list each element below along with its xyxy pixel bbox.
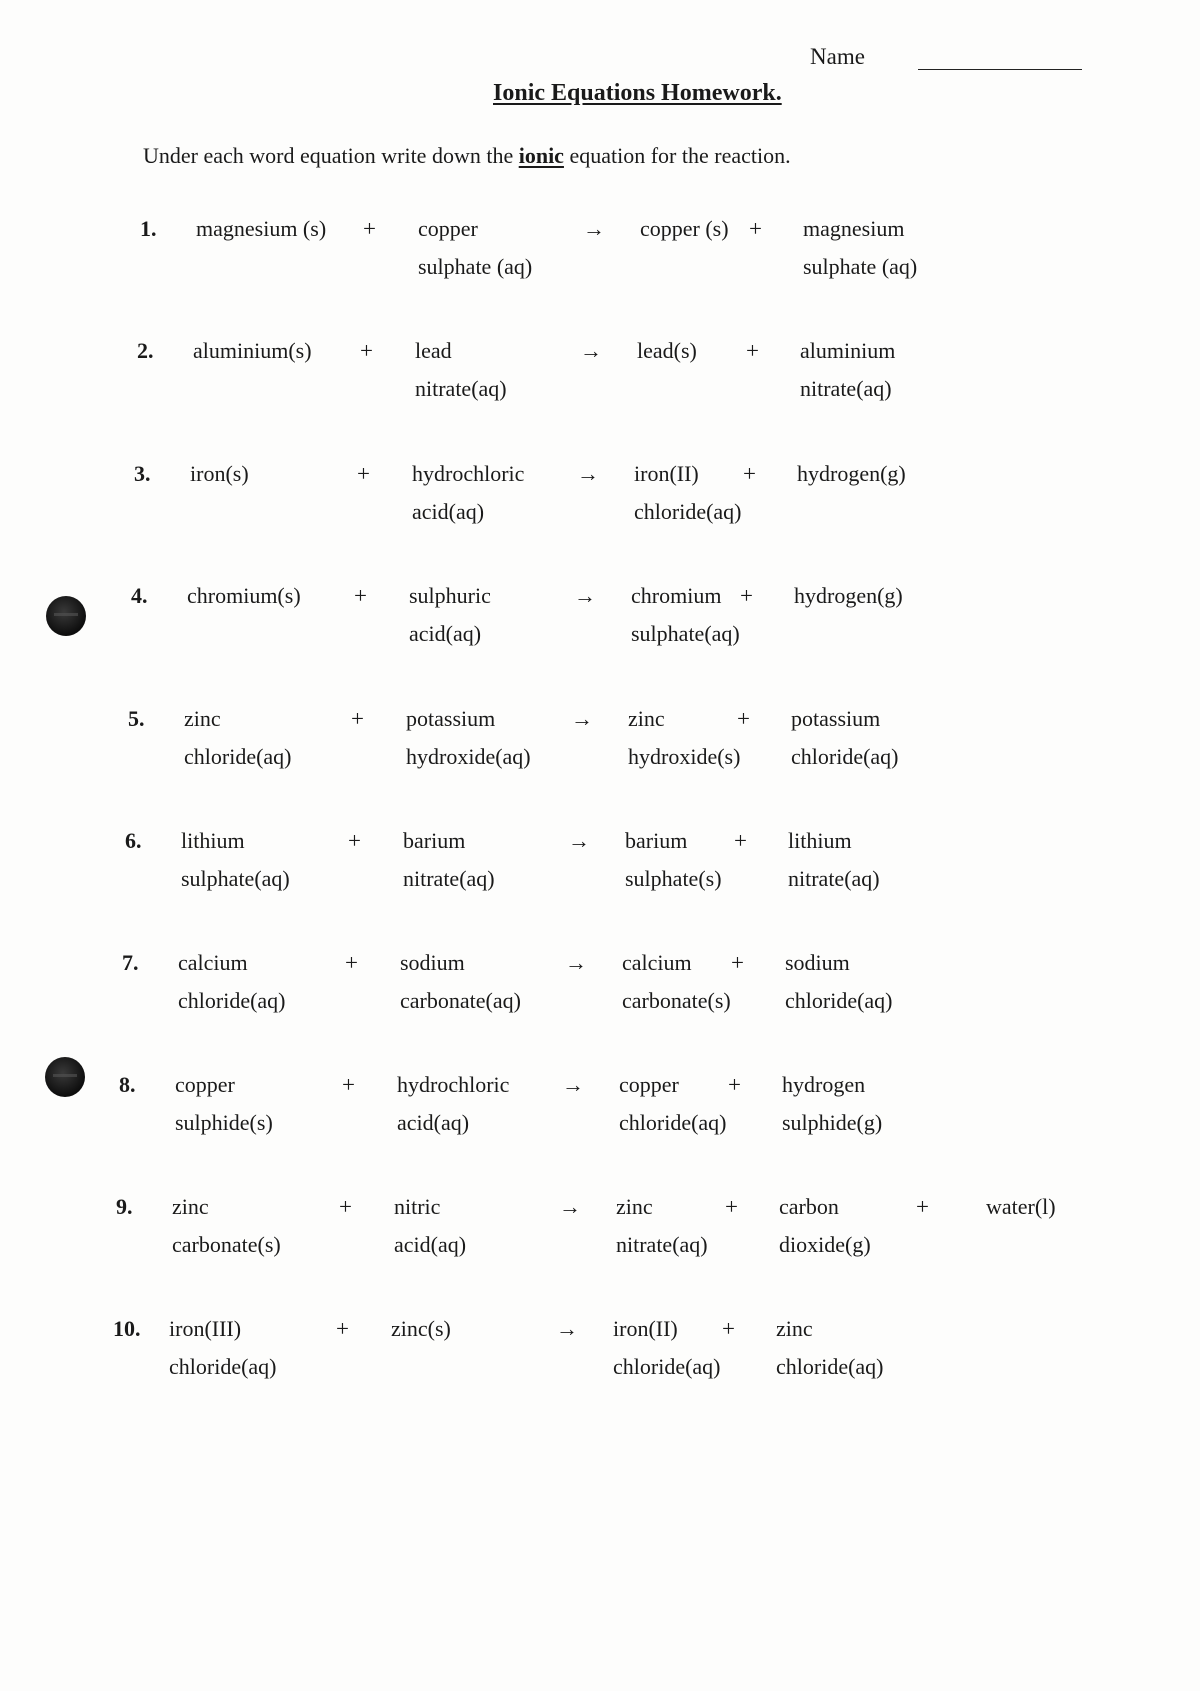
- reactant-one-line: carbonate(s): [172, 1232, 281, 1257]
- equation-row: [0, 577, 1200, 667]
- reactant-one-line: chromium(s): [187, 583, 301, 608]
- product-one: [616, 1188, 708, 1264]
- reaction-arrow: →: [580, 338, 602, 363]
- product-three-line: water(l): [986, 1194, 1056, 1219]
- equation-number: 2.: [137, 338, 154, 363]
- product-one-line: calcium: [622, 950, 692, 975]
- product-one-line: sulphate(aq): [631, 621, 740, 646]
- product-three: [986, 1188, 1056, 1226]
- reaction-arrow: →: [556, 1316, 578, 1341]
- product-two-line: hydrogen(g): [794, 583, 903, 608]
- product-one: [631, 577, 740, 653]
- reactant-two: [400, 944, 521, 1020]
- reactant-two-line: carbonate(aq): [400, 988, 521, 1013]
- plus-sign: +: [354, 583, 367, 608]
- equation-number: 9.: [116, 1194, 133, 1219]
- product-two-line: chloride(aq): [791, 744, 899, 769]
- product-one-line: iron(II): [613, 1316, 678, 1341]
- plus-sign: +: [728, 1072, 741, 1097]
- equation-row: [0, 822, 1200, 912]
- plus-sign: +: [743, 461, 756, 486]
- product-one-line: sulphate(s): [625, 866, 722, 891]
- equation-row: [0, 455, 1200, 545]
- plus-sign: +: [348, 828, 361, 853]
- plus-sign: +: [336, 1316, 349, 1341]
- product-two: [797, 455, 906, 493]
- page-title: Ionic Equations Homework.: [493, 80, 782, 106]
- reactant-two-line: acid(aq): [397, 1110, 470, 1135]
- reactant-two-line: acid(aq): [409, 621, 482, 646]
- product-two: [779, 1188, 871, 1264]
- product-two-line: magnesium: [803, 216, 905, 241]
- reactant-one: [178, 944, 286, 1020]
- product-two-line: chloride(aq): [776, 1354, 884, 1379]
- plus-sign: +: [916, 1194, 929, 1219]
- product-two-line: aluminium: [800, 338, 896, 363]
- reaction-arrow: →: [565, 950, 587, 975]
- reactant-two: [412, 455, 524, 531]
- reactant-one-line: sulphide(s): [175, 1110, 273, 1135]
- reactant-one: [190, 455, 249, 493]
- reaction-arrow: →: [574, 583, 596, 608]
- reaction-arrow: →: [559, 1194, 581, 1219]
- plus-sign: +: [725, 1194, 738, 1219]
- equation-number: 5.: [128, 706, 145, 731]
- reactant-two: [403, 822, 495, 898]
- plus-sign: +: [363, 216, 376, 241]
- equation-row: [0, 1066, 1200, 1156]
- equation-row: [0, 944, 1200, 1034]
- product-two-line: carbon: [779, 1194, 839, 1219]
- equation-row: [0, 1188, 1200, 1278]
- product-one: [619, 1066, 727, 1142]
- reaction-arrow: →: [568, 828, 590, 853]
- product-two: [776, 1310, 884, 1386]
- plus-sign: +: [345, 950, 358, 975]
- reactant-two: [409, 577, 491, 653]
- product-one-line: copper (s): [640, 216, 729, 241]
- reactant-two-line: sulphate (aq): [418, 254, 533, 279]
- equation-number: 1.: [140, 216, 157, 241]
- equation-number: 4.: [131, 583, 148, 608]
- instructions-text-before: Under each word equation write down the: [143, 143, 519, 168]
- product-one-line: zinc: [616, 1194, 653, 1219]
- name-label: Name: [810, 44, 865, 69]
- product-two-line: zinc: [776, 1316, 813, 1341]
- plus-sign: +: [722, 1316, 735, 1341]
- reactant-two: [418, 210, 532, 286]
- reactant-one-line: magnesium (s): [196, 216, 327, 241]
- reactant-one-line: zinc: [172, 1194, 209, 1219]
- reactant-two-line: hydrochloric: [397, 1072, 510, 1097]
- plus-sign: +: [740, 583, 753, 608]
- reactant-one-line: chloride(aq): [184, 744, 292, 769]
- product-two-line: lithium: [788, 828, 852, 853]
- product-two-line: dioxide(g): [779, 1232, 871, 1257]
- reactant-two-line: sulphuric: [409, 583, 491, 608]
- reactant-one: [181, 822, 290, 898]
- reactant-two-line: acid(aq): [412, 499, 485, 524]
- reactant-one: [193, 332, 312, 370]
- plus-sign: +: [342, 1072, 355, 1097]
- equation-row: [0, 210, 1200, 300]
- product-two: [794, 577, 903, 615]
- reactant-one-line: iron(s): [190, 461, 249, 486]
- reaction-arrow: →: [583, 216, 605, 241]
- reactant-one-line: copper: [175, 1072, 235, 1097]
- equation-row: [0, 1310, 1200, 1400]
- reactant-two: [394, 1188, 466, 1264]
- reactant-one-line: aluminium(s): [193, 338, 312, 363]
- reactant-two-line: copper: [418, 216, 478, 241]
- equation-number: 6.: [125, 828, 142, 853]
- plus-sign: +: [357, 461, 370, 486]
- reactant-one-line: iron(III): [169, 1316, 242, 1341]
- product-two-line: chloride(aq): [785, 988, 893, 1013]
- instructions-emphasis: ionic: [518, 143, 564, 168]
- product-one: [625, 822, 722, 898]
- product-one-line: barium: [625, 828, 688, 853]
- product-two-line: sulphide(g): [782, 1110, 883, 1135]
- product-one-line: chromium: [631, 583, 722, 608]
- product-one: [628, 700, 740, 776]
- product-two-line: potassium: [791, 706, 881, 731]
- reactant-one: [196, 210, 326, 248]
- reactant-two: [415, 332, 507, 408]
- reactant-one-line: chloride(aq): [169, 1354, 277, 1379]
- reactant-two-line: sodium: [400, 950, 465, 975]
- reactant-one: [172, 1188, 281, 1264]
- product-one: [613, 1310, 721, 1386]
- reactant-one-line: calcium: [178, 950, 248, 975]
- plus-sign: +: [737, 706, 750, 731]
- product-two-line: nitrate(aq): [800, 376, 892, 401]
- reactant-one: [175, 1066, 273, 1142]
- equation-number: 8.: [119, 1072, 136, 1097]
- reactant-two: [397, 1066, 509, 1142]
- reactant-two-line: zinc(s): [391, 1316, 451, 1341]
- product-two: [800, 332, 895, 408]
- plus-sign: +: [351, 706, 364, 731]
- plus-sign: +: [360, 338, 373, 363]
- product-one-line: lead(s): [637, 338, 697, 363]
- product-two-line: sulphate (aq): [803, 254, 918, 279]
- reactant-one: [184, 700, 292, 776]
- instructions: [143, 143, 791, 169]
- equation-number: 10.: [113, 1316, 141, 1341]
- plus-sign: +: [731, 950, 744, 975]
- reactant-two-line: acid(aq): [394, 1232, 467, 1257]
- plus-sign: +: [749, 216, 762, 241]
- product-two: [803, 210, 917, 286]
- product-two: [785, 944, 893, 1020]
- product-one-line: hydroxide(s): [628, 744, 741, 769]
- reactant-two-line: nitrate(aq): [415, 376, 507, 401]
- plus-sign: +: [339, 1194, 352, 1219]
- reactant-two-line: hydroxide(aq): [406, 744, 531, 769]
- reactant-two-line: potassium: [406, 706, 496, 731]
- reactant-two-line: barium: [403, 828, 466, 853]
- product-two: [791, 700, 899, 776]
- reaction-arrow: →: [562, 1072, 584, 1097]
- plus-sign: +: [734, 828, 747, 853]
- reactant-two-line: nitrate(aq): [403, 866, 495, 891]
- product-one-line: nitrate(aq): [616, 1232, 708, 1257]
- equation-number: 3.: [134, 461, 151, 486]
- reactant-one: [187, 577, 301, 615]
- product-two-line: sodium: [785, 950, 850, 975]
- reactant-two: [406, 700, 531, 776]
- equation-row: [0, 332, 1200, 422]
- reactant-one-line: sulphate(aq): [181, 866, 290, 891]
- product-one-line: zinc: [628, 706, 665, 731]
- product-one: [637, 332, 697, 370]
- plus-sign: +: [746, 338, 759, 363]
- equation-row: [0, 700, 1200, 790]
- product-one: [622, 944, 731, 1020]
- product-one-line: copper: [619, 1072, 679, 1097]
- product-two-line: hydrogen: [782, 1072, 866, 1097]
- name-blank-line[interactable]: [918, 69, 1082, 70]
- product-two-line: hydrogen(g): [797, 461, 906, 486]
- reactant-one-line: zinc: [184, 706, 221, 731]
- product-one-line: chloride(aq): [613, 1354, 721, 1379]
- reactant-two: [391, 1310, 451, 1348]
- reactant-one: [169, 1310, 277, 1386]
- reactant-two-line: lead: [415, 338, 452, 363]
- product-one-line: chloride(aq): [634, 499, 742, 524]
- reactant-one-line: chloride(aq): [178, 988, 286, 1013]
- product-one: [634, 455, 742, 531]
- reactant-two-line: nitric: [394, 1194, 441, 1219]
- reaction-arrow: →: [577, 461, 599, 486]
- reactant-two-line: hydrochloric: [412, 461, 525, 486]
- product-one-line: chloride(aq): [619, 1110, 727, 1135]
- product-one-line: carbonate(s): [622, 988, 731, 1013]
- reactant-one-line: lithium: [181, 828, 245, 853]
- product-two-line: nitrate(aq): [788, 866, 880, 891]
- product-one-line: iron(II): [634, 461, 699, 486]
- instructions-text-after: equation for the reaction.: [563, 143, 791, 168]
- product-one: [640, 210, 729, 248]
- equation-number: 7.: [122, 950, 139, 975]
- product-two: [782, 1066, 882, 1142]
- product-two: [788, 822, 880, 898]
- reaction-arrow: →: [571, 706, 593, 731]
